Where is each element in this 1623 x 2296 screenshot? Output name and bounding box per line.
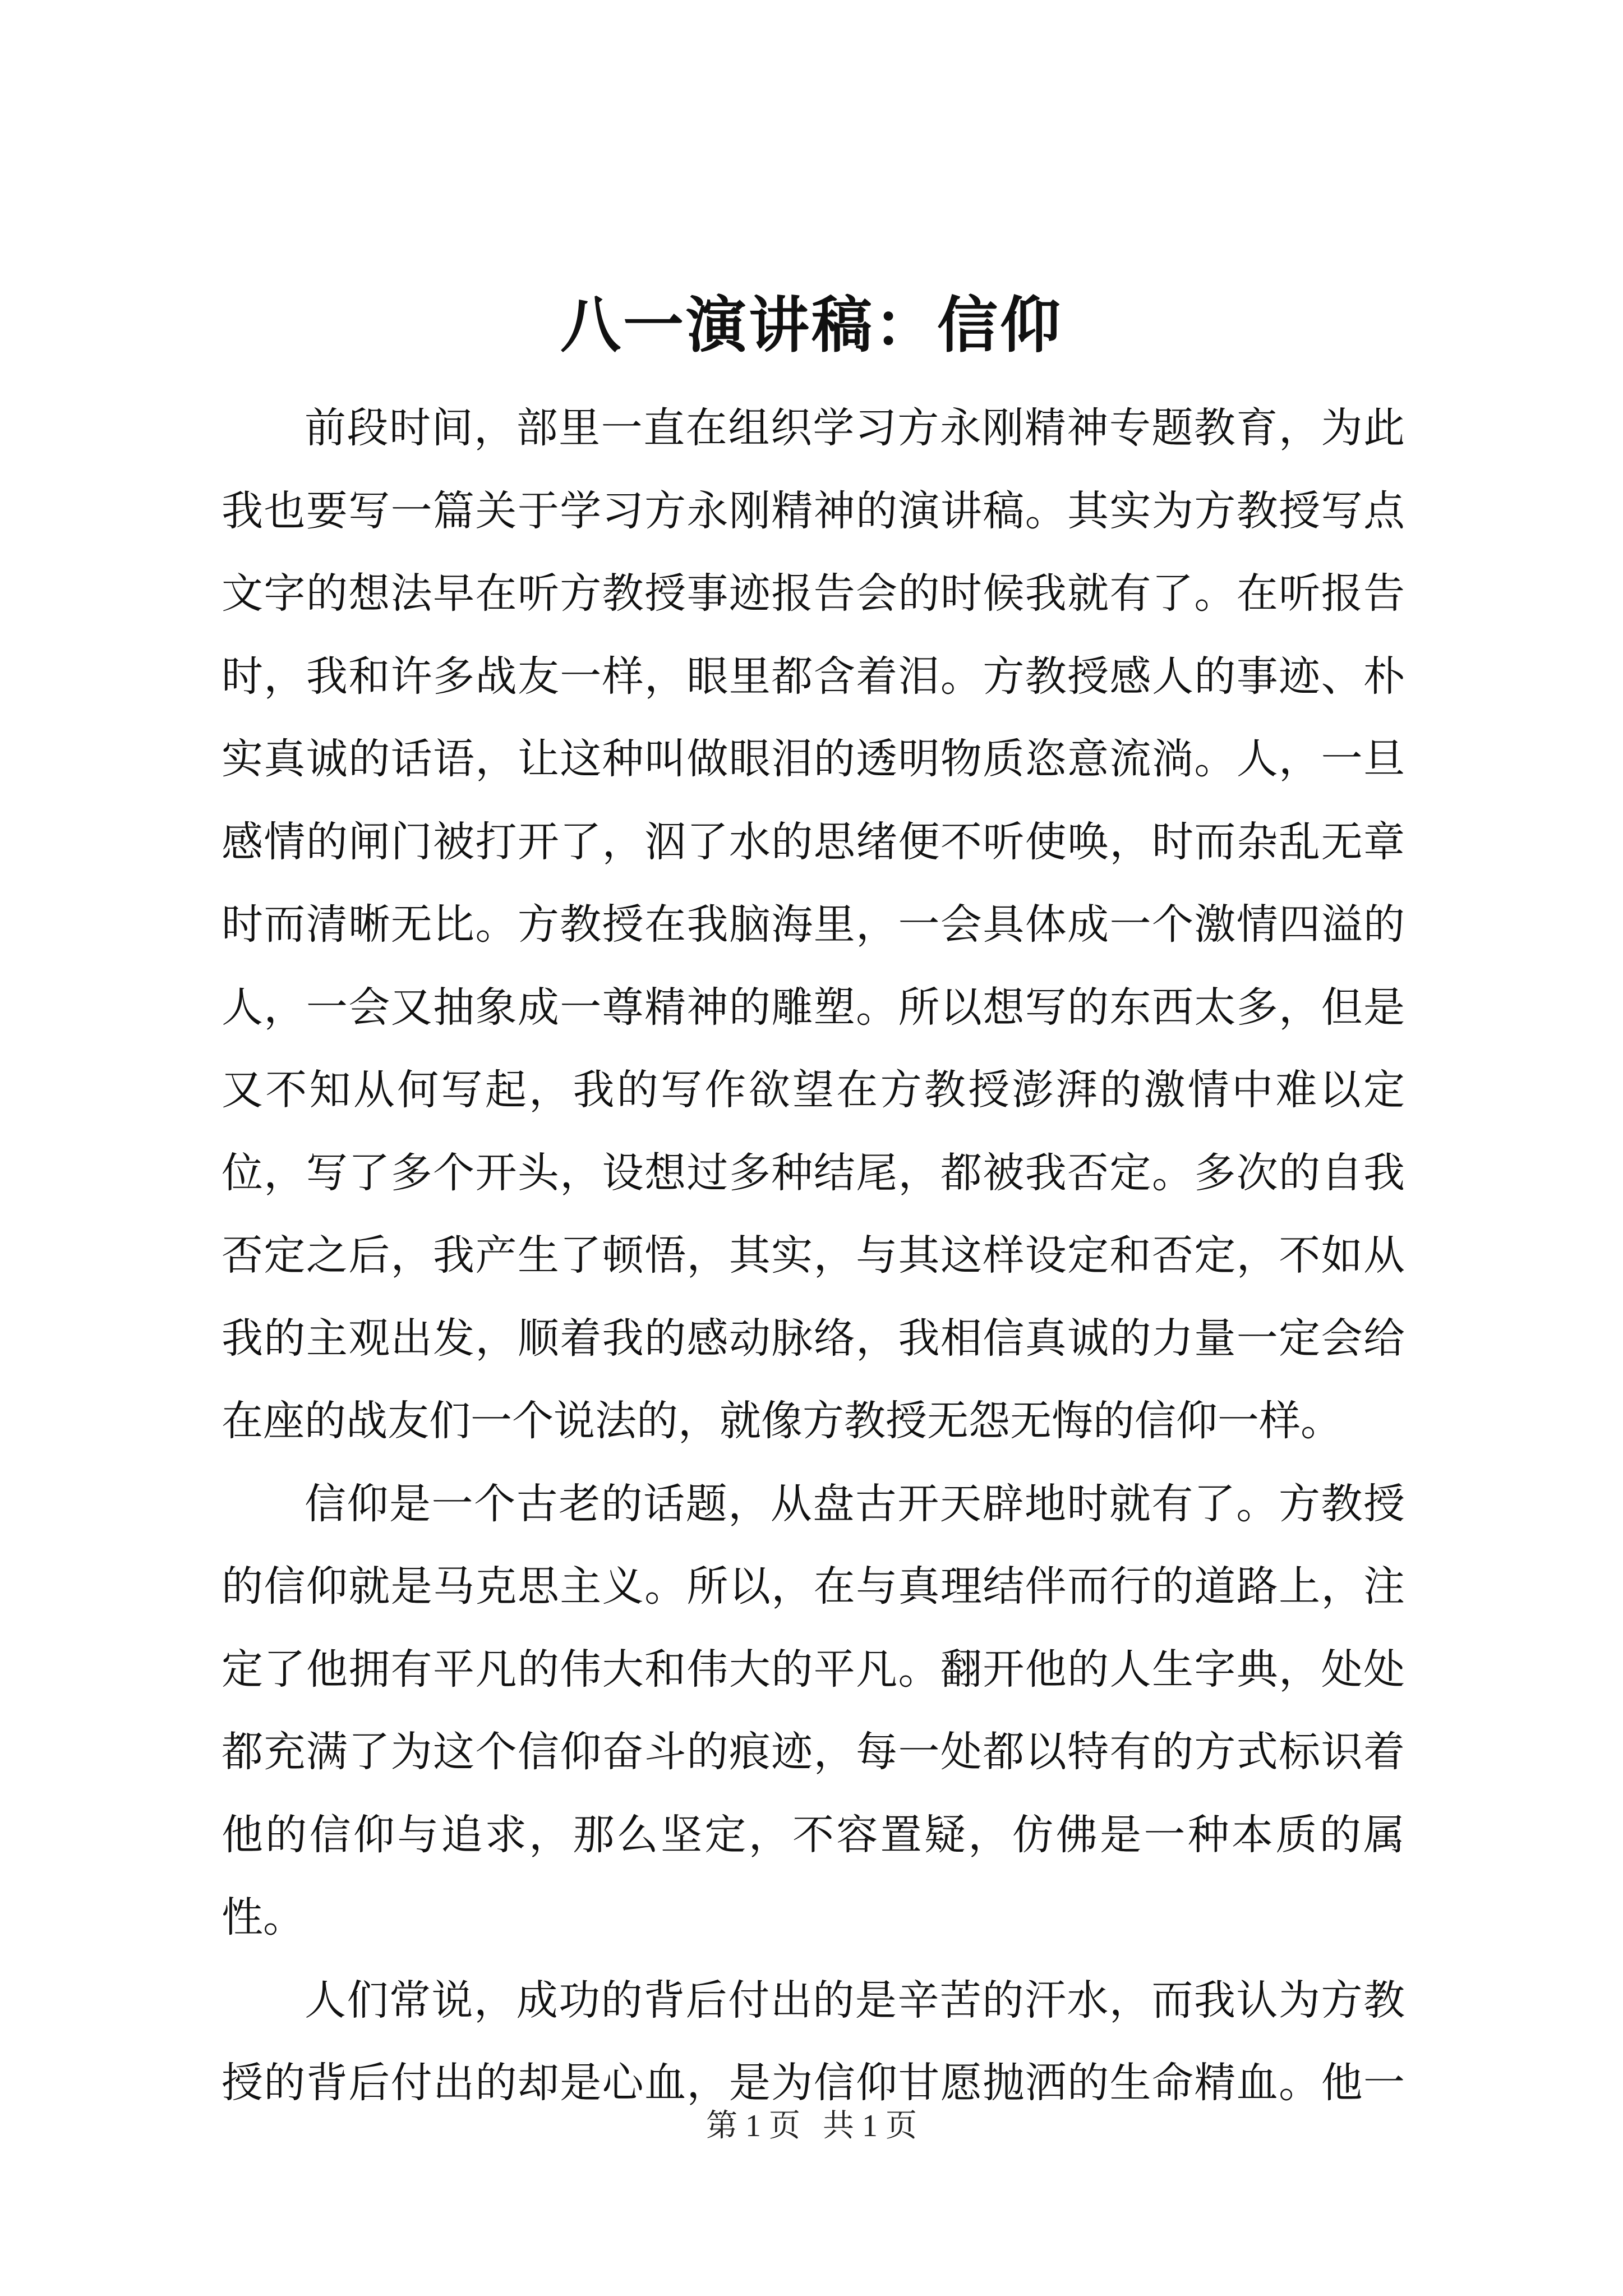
page-total: 共 1 页 <box>823 2109 917 2143</box>
paragraph-3: 人们常说，成功的背后付出的是辛苦的汗水，而我认为方教授的背后付出的却是心血，是为信仰甘愿抛洒的生命精血。他一 <box>222 1976 1405 2107</box>
page-footer <box>0 2106 1623 2146</box>
paragraph-2: 信仰是一个古老的话题，从盘古开天辟地时就有了。方教授的信仰就是马克思主义。所以，在与真理结伴而行的道路上，注定了他拥有平凡的伟大和伟大的平凡。翻开他的人生字典，处处都充满了为这个信仰奋斗的痕迹，每一处都以特有的方式标识着他的信仰与追求，那么坚定，不容置疑，仿佛是一种本质的属性。 <box>222 1479 1405 1941</box>
document-title: 八一演讲稿：信仰 <box>560 290 1063 361</box>
page-number: 第 1 页 <box>706 2109 800 2143</box>
document-body <box>222 387 1405 2125</box>
paragraph-1: 前段时间，部里一直在组织学习方永刚精神专题教育，为此我也要写一篇关于学习方永刚精神的演讲稿。其实为方教授写点文字的想法早在听方教授事迹报告会的时候我就有了。在听报告时，我和许多战友一样，眼里都含着泪。方教授感人的事迹、朴实真诚的话语，让这种叫做眼泪的透明物质恣意流淌。人，一旦感情的闸门被打开了，泅了水的思绪便不听使唤，时而杂乱无章时而清晰无比。方教授在我脑海里，一会具体成一个激情四溢的人，一会又抽象成一尊精神的雕塑。所以想写的东西太多，但是又不知从何写起，我的写作欲望在方教授澎湃的激情中难以定位，写了多个开头，设想过多种结尾，都被我否定。多次的自我否定之后，我产生了顿悟，其实，与其这样设定和否定，不如从我的主观出发，顺着我的感动脉络，我相信真诚的力量一定会给在座的战友们一个说法的，就像方教授无怨无悔的信仰一样。 <box>222 404 1405 1445</box>
